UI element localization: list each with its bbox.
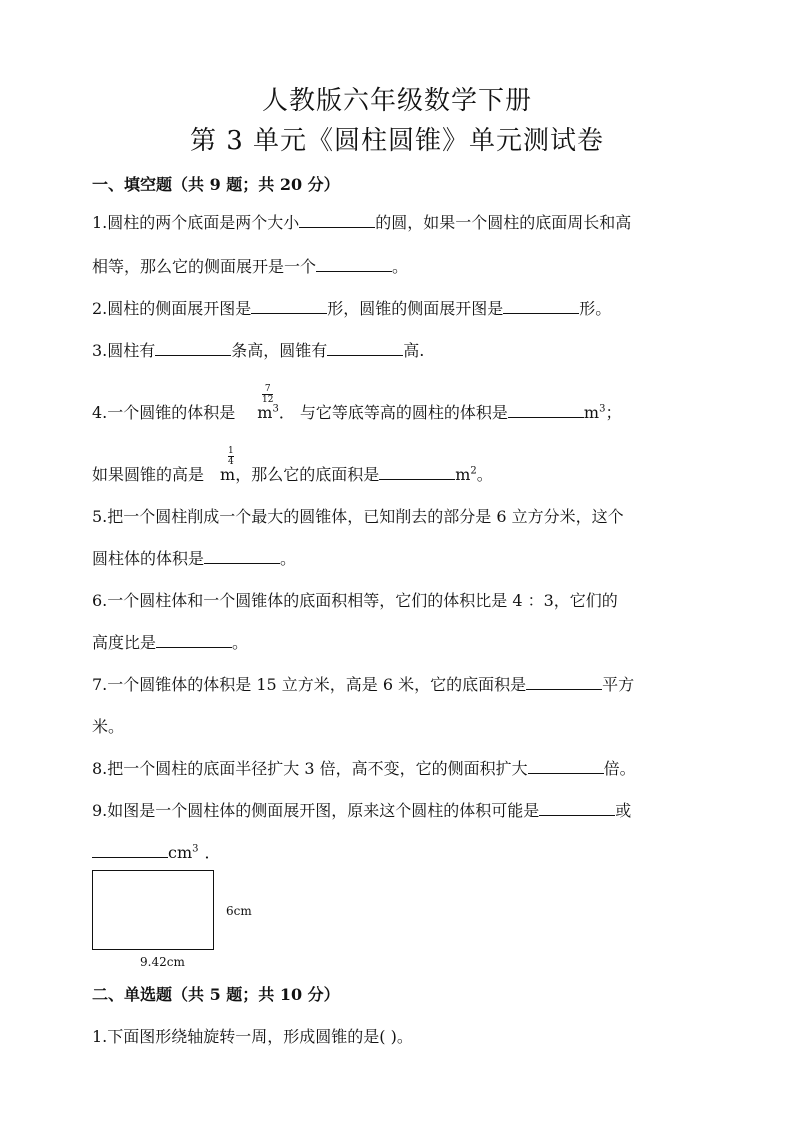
answer-blank[interactable] [379,465,455,480]
q9-unit-c: cm [168,843,193,862]
q1-text-d: 。 [392,257,409,276]
s2q1-text: 1.下面图形绕轴旋转一周，形成圆锥的是( )。 [92,1027,413,1046]
answer-blank[interactable] [539,801,615,816]
q1-text-a: 1.圆柱的两个底面是两个大小 [92,213,300,232]
q2-text-b: 形，圆锥的侧面展开图是 [327,299,504,318]
q6-text-b: 高度比是 [92,633,157,652]
q7-text-b: 平方 [602,675,635,694]
q1-text-b: 的圆，如果一个圆柱的底面周长和高 [375,213,632,232]
q4-fraction-1-denominator: 12 [262,395,274,405]
q4-unit-d-exponent: 3 [599,403,606,415]
q4-text-a: 4.一个圆锥的体积是 [92,403,236,422]
question-6-line-2 [92,630,248,653]
q4-fraction-1-numerator: 7 [264,384,271,394]
answer-blank[interactable] [155,341,231,356]
q9-text-b: 或 [615,801,632,820]
question-9-line-2 [92,840,221,863]
question-7-line-2 [92,714,124,737]
answer-blank[interactable] [299,213,375,228]
q5-text-b: 圆柱体的体积是 [92,549,205,568]
question-8 [92,756,636,779]
question-6-line-1 [92,588,618,611]
q7-text-a: 7.一个圆锥体的体积是 15 立方米，高是 6 米，它的底面积是 [92,675,527,694]
q2-text-c: 形。 [579,299,612,318]
answer-blank[interactable] [508,403,584,418]
q4-unit-d: m [583,403,600,422]
q8-text-a: 8.把一个圆柱的底面半径扩大 3 倍，高不变，它的侧面积扩大 [92,759,528,778]
q9-text-d: ． [204,843,221,862]
q2-text-a: 2.圆柱的侧面展开图是 [92,299,252,318]
q4-text-e: ； [605,403,622,422]
q4-fraction-1 [262,384,273,405]
answer-blank[interactable] [204,549,280,564]
document-title-line1: 人教版六年级数学下册 [261,86,532,116]
document-title-line2: 第 3 单元《圆柱圆锥》单元测试卷 [189,126,605,156]
q3-text-b: 条高，圆锥有 [231,341,328,360]
q4-text-c: ． 与它等底等高的圆柱的体积是 [278,403,508,422]
q7-text-c: 米。 [92,717,125,736]
rectangle-height-label: 6cm [226,904,252,918]
cylinder-net-rectangle [92,870,214,950]
answer-blank[interactable] [92,843,168,858]
question-1-line-2 [92,254,408,277]
q6-text-a: 6.一个圆柱体和一个圆锥体的底面积相等，它们的体积比是 4 ：3，它们的 [92,591,618,610]
answer-blank[interactable] [251,299,327,314]
q4-fraction-2 [228,446,234,467]
section-header-fill-blank: 一、填空题（共 9 题；共 20 分） [92,175,340,194]
question-4-line-1 [92,400,621,423]
question-7-line-1 [92,672,634,695]
q3-text-a: 3.圆柱有 [92,341,156,360]
single-choice-question-1 [92,1024,413,1047]
q4-text-f: 如果圆锥的高是 [92,465,205,484]
answer-blank[interactable] [526,675,602,690]
q3-text-c: 高. [403,341,425,360]
q4-unit-h: m [455,465,471,484]
q5-text-c: 。 [280,549,297,568]
question-3 [92,338,424,361]
answer-blank[interactable] [528,759,604,774]
q5-text-a: 5.把一个圆柱削成一个最大的圆锥体，已知削去的部分是 6 立方分米，这个 [92,507,624,526]
question-5-line-2 [92,546,296,569]
q8-text-b: 倍。 [603,759,636,778]
rectangle-width-label: 9.42cm [140,955,185,969]
q4-unit-b-exponent: 3 [272,403,279,415]
answer-blank[interactable] [156,633,232,648]
q4-text-g: m，那么它的底面积是 [220,465,380,484]
question-9-line-1 [92,798,631,821]
q9-unit-c-exponent: 3 [192,843,199,855]
answer-blank[interactable] [503,299,579,314]
q9-text-a: 9.如图是一个圆柱体的侧面展开图，原来这个圆柱的体积可能是 [92,801,540,820]
question-4-line-2 [92,462,493,485]
question-2 [92,296,611,319]
answer-blank[interactable] [327,341,403,356]
q6-text-c: 。 [232,633,249,652]
answer-blank[interactable] [316,257,392,272]
q4-unit-h-exponent: 2 [470,465,477,477]
q4-text-i: 。 [476,465,493,484]
question-5-line-1 [92,504,624,527]
q1-text-c: 相等，那么它的侧面展开是一个 [92,257,317,276]
question-1-line-1 [92,210,631,233]
q4-fraction-2-denominator: 4 [228,457,234,467]
q4-fraction-2-numerator: 1 [228,446,234,456]
q4-unit-b: m [257,403,273,422]
section-header-single-choice: 二、单选题（共 5 题；共 10 分） [92,985,340,1004]
